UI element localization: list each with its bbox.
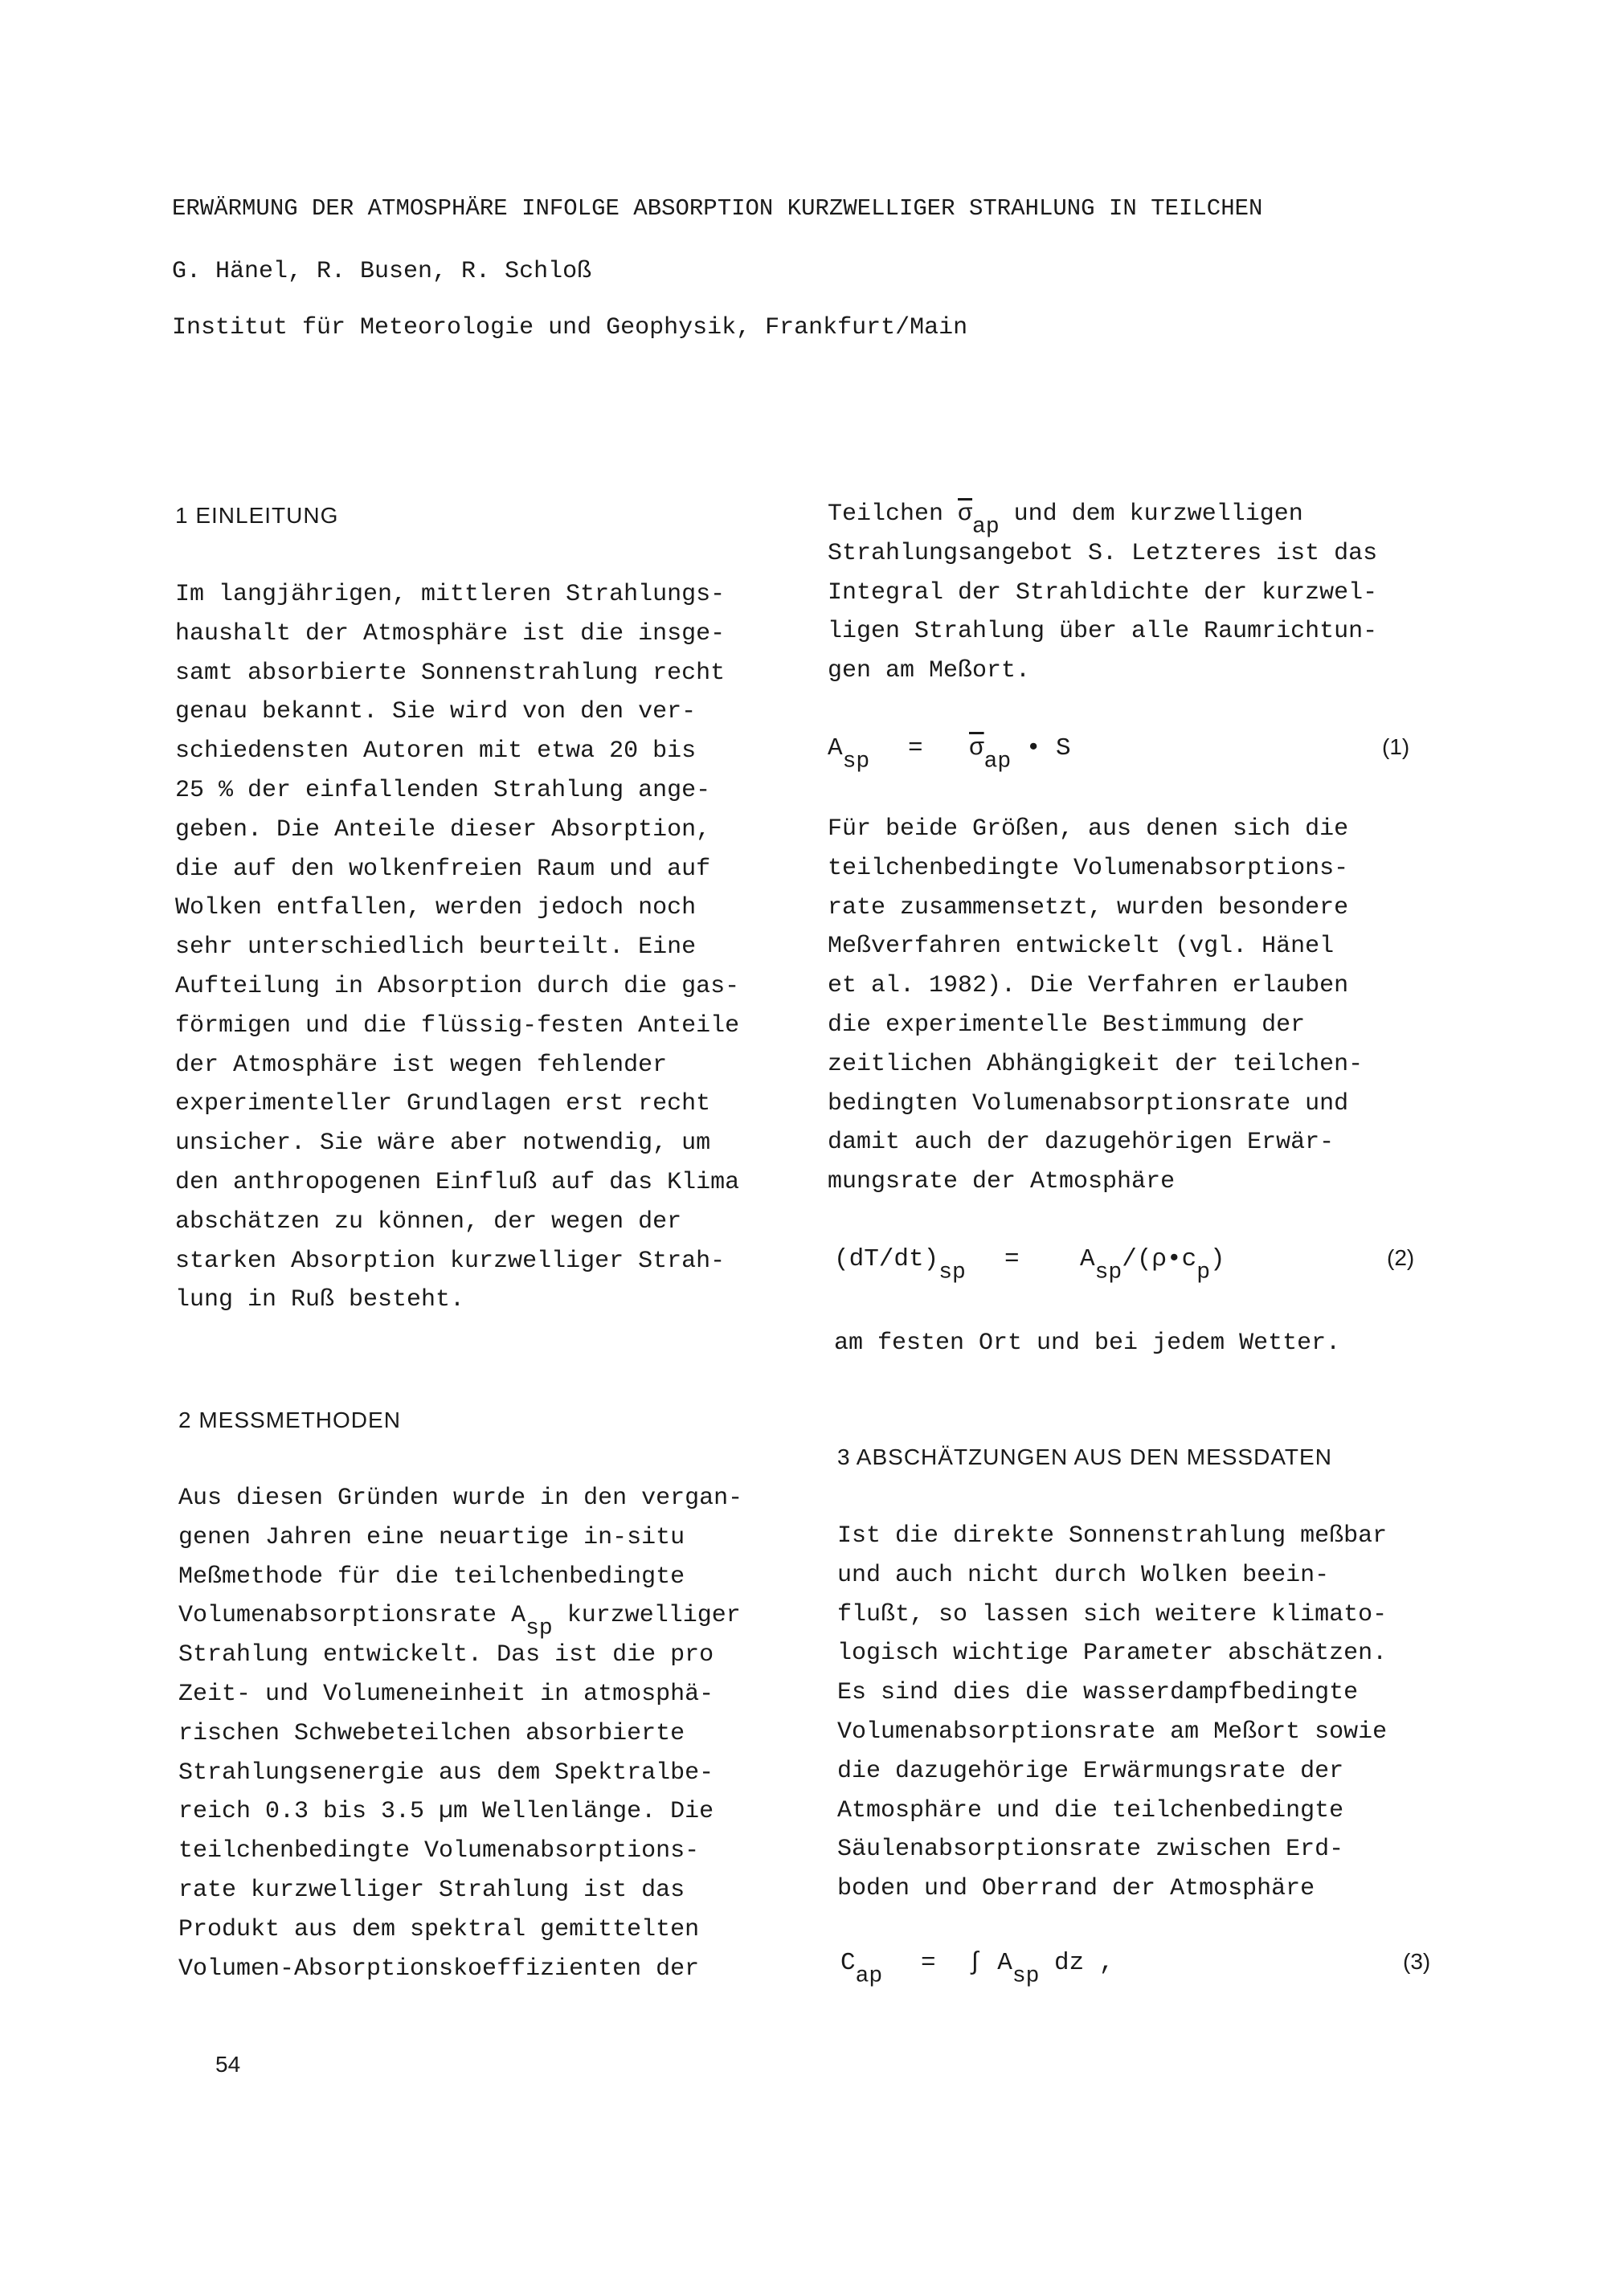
section-2-body <box>178 1479 789 1988</box>
paragraph-line: Meßmethode für die teilchenbedingte <box>178 1563 685 1591</box>
paragraph-line: starken Absorption kurzwelliger Strah- <box>175 1247 726 1275</box>
paragraph-line: Es sind dies die wasserdampfbedingte <box>837 1679 1359 1707</box>
right-column-intro <box>828 495 1438 691</box>
subscript: ap <box>972 514 1000 540</box>
paragraph-line: Strahlung entwickelt. Das ist die pro <box>178 1641 714 1669</box>
eq-symbol: A <box>997 1949 1012 1977</box>
right-column-body <box>828 810 1438 1202</box>
eq-symbol: (dT/dt) <box>834 1245 939 1273</box>
paragraph-line: experimenteller Grundlagen erst recht <box>175 1090 711 1118</box>
eq-rest: /(ρ•c <box>1122 1245 1197 1273</box>
eq-symbol: A <box>828 734 843 762</box>
subscript: sp <box>1012 1963 1040 1989</box>
paragraph-line: boden und Oberrand der Atmosphäre <box>837 1875 1315 1903</box>
equation-number: (2) <box>1387 1245 1415 1270</box>
equals-sign: = <box>921 1949 936 1977</box>
paragraph-line: der Atmosphäre ist wegen fehlender <box>175 1051 668 1079</box>
paragraph-line: und auch nicht durch Wolken beein- <box>837 1561 1330 1589</box>
paragraph-line: Strahlungsangebot S. Letzteres ist das <box>828 539 1378 567</box>
eq-symbol: C <box>840 1949 856 1977</box>
paragraph-line: lung in Ruß besteht. <box>175 1286 465 1314</box>
subscript: sp <box>938 1260 966 1285</box>
section-1-body <box>175 575 786 1320</box>
paragraph-line: schiedensten Autoren mit etwa 20 bis <box>175 737 697 766</box>
paragraph-line: am festen Ort und bei jedem Wetter. <box>834 1330 1341 1357</box>
paragraph-line: genau bekannt. Sie wird von den ver- <box>175 698 697 726</box>
subscript: sp <box>1094 1260 1122 1285</box>
paragraph-line: Strahlungsenergie aus dem Spektralbe- <box>178 1759 714 1787</box>
section-3-heading: 3 ABSCHÄTZUNGEN AUS DEN MESSDATEN <box>837 1444 1332 1469</box>
equals-sign: = <box>908 734 923 762</box>
eq-rest: dz , <box>1039 1949 1114 1977</box>
paragraph-line: logisch wichtige Parameter abschätzen. <box>837 1640 1388 1668</box>
paragraph-line: rischen Schwebeteilchen absorbierte <box>178 1719 685 1747</box>
paragraph-line: genen Jahren eine neuartige in-situ <box>178 1523 685 1551</box>
paragraph-line: die dazugehörige Erwärmungsrate der <box>837 1757 1344 1785</box>
paragraph-line: Für beide Größen, aus denen sich die <box>828 815 1349 843</box>
equation-number: (1) <box>1382 734 1410 759</box>
paragraph-line: rate kurzwelliger Strahlung ist das <box>178 1876 685 1904</box>
paragraph-line: Meßverfahren entwickelt (vgl. Hänel <box>828 933 1335 961</box>
paragraph-line: gen am Meßort. <box>828 657 1031 685</box>
paragraph-line: damit auch der dazugehörigen Erwär- <box>828 1129 1335 1157</box>
paragraph-line: flußt, so lassen sich weitere klimato- <box>837 1600 1388 1628</box>
eq-symbol: A <box>1080 1245 1095 1273</box>
paragraph-line: Zeit- und Volumeneinheit in atmosphä- <box>178 1680 714 1708</box>
subscript: ap <box>855 1963 883 1989</box>
paragraph-line: samt absorbierte Sonnenstrahlung recht <box>175 659 726 687</box>
paragraph-line: abschätzen zu können, der wegen der <box>175 1207 682 1236</box>
eq-rest: ) <box>1210 1245 1225 1273</box>
sigma-symbol: $\overline{\sigma}$ <box>958 500 973 528</box>
text-run: Teilchen <box>828 500 959 528</box>
paragraph-line: die experimentelle Bestimmung der <box>828 1011 1306 1039</box>
paragraph-line: Integral der Strahldichte der kurzwel- <box>828 578 1378 607</box>
paragraph-line: et al. 1982). Die Verfahren erlauben <box>828 972 1349 1000</box>
text-run: und dem kurzwelligen <box>999 500 1303 528</box>
paragraph-line: ligen Strahlung über alle Raumrichtun- <box>828 618 1378 646</box>
paragraph-line: teilchenbedingte Volumenabsorptions- <box>178 1837 700 1865</box>
eq-rest: • S <box>1011 734 1071 762</box>
text-run: Volumenabsorptionsrate A <box>178 1602 526 1630</box>
paragraph-line: Säulenabsorptionsrate zwischen Erd- <box>837 1836 1344 1864</box>
paragraph-line: Volumen-Absorptionskoeffizienten der <box>178 1955 700 1983</box>
paragraph-line: Produkt aus dem spektral gemittelten <box>178 1915 700 1943</box>
affiliation: Institut für Meteorologie und Geophysik, Frankfurt/Main <box>172 314 968 341</box>
section-2-heading: 2 MESSMETHODEN <box>178 1407 401 1432</box>
paragraph-line: bedingten Volumenabsorptionsrate und <box>828 1089 1349 1117</box>
equation-number: (3) <box>1403 1949 1431 1974</box>
equation-1 <box>828 734 1422 782</box>
paragraph-line: reich 0.3 bis 3.5 µm Wellenlänge. Die <box>178 1798 714 1826</box>
sigma-symbol: $\overline{\sigma}$ <box>969 734 984 762</box>
paragraph-line: unsicher. Sie wäre aber notwendig, um <box>175 1130 711 1158</box>
paragraph-line: Aus diesen Gründen wurde in den vergan- <box>178 1485 743 1512</box>
subscript: sp <box>525 1616 553 1641</box>
authors: G. Hänel, R. Busen, R. Schloß <box>172 258 592 285</box>
paragraph-line: den anthropogenen Einfluß auf das Klima <box>175 1168 740 1196</box>
text-run: kurzwelliger <box>552 1602 741 1630</box>
right-after-eq2 <box>834 1324 1445 1363</box>
paragraph-line: Ist die direkte Sonnenstrahlung meßbar <box>837 1522 1388 1550</box>
paragraph-line: sehr unterschiedlich beurteilt. Eine <box>175 934 697 962</box>
paragraph-line: Wolken entfallen, werden jedoch noch <box>175 894 697 922</box>
paragraph-line-asp <box>178 1596 789 1641</box>
section-1-heading: 1 EINLEITUNG <box>175 503 339 528</box>
paragraph-line: Volumenabsorptionsrate am Meßort sowie <box>837 1718 1388 1746</box>
paragraph-line: Aufteilung in Absorption durch die gas- <box>175 972 740 1000</box>
paragraph-line: rate zusammensetzt, wurden besondere <box>828 893 1349 921</box>
paragraph-line: Im langjährigen, mittleren Strahlungs- <box>175 581 726 608</box>
equals-sign: = <box>1004 1245 1020 1273</box>
paragraph-line: mungsrate der Atmosphäre <box>828 1168 1176 1196</box>
paragraph-line: zeitlichen Abhängigkeit der teilchen- <box>828 1050 1364 1078</box>
paragraph-line: haushalt der Atmosphäre ist die insge- <box>175 619 726 648</box>
paragraph-line: teilchenbedingte Volumenabsorptions- <box>828 854 1349 882</box>
paragraph-line: geben. Die Anteile dieser Absorption, <box>175 815 711 844</box>
paper-title: ERWÄRMUNG DER ATMOSPHÄRE INFOLGE ABSORPTION KURZWELLIGER STRAHLUNG IN TEILCHEN <box>172 195 1263 222</box>
paragraph-line-sigma <box>828 495 1438 540</box>
subscript: ap <box>983 749 1012 774</box>
subscript: p <box>1196 1260 1211 1285</box>
equation-2 <box>834 1245 1429 1293</box>
paragraph-line: Atmosphäre und die teilchenbedingte <box>837 1796 1344 1824</box>
paragraph-line: förmigen und die flüssig-festen Anteile <box>175 1011 740 1040</box>
page-number: 54 <box>215 2052 241 2077</box>
integral-sign: ∫ <box>967 1949 983 1977</box>
subscript: sp <box>842 749 870 774</box>
section-3-body <box>837 1517 1448 1909</box>
paragraph-line: 25 % der einfallenden Strahlung ange- <box>175 776 711 804</box>
equation-3 <box>840 1949 1435 1997</box>
paragraph-line: die auf den wolkenfreien Raum und auf <box>175 855 711 883</box>
